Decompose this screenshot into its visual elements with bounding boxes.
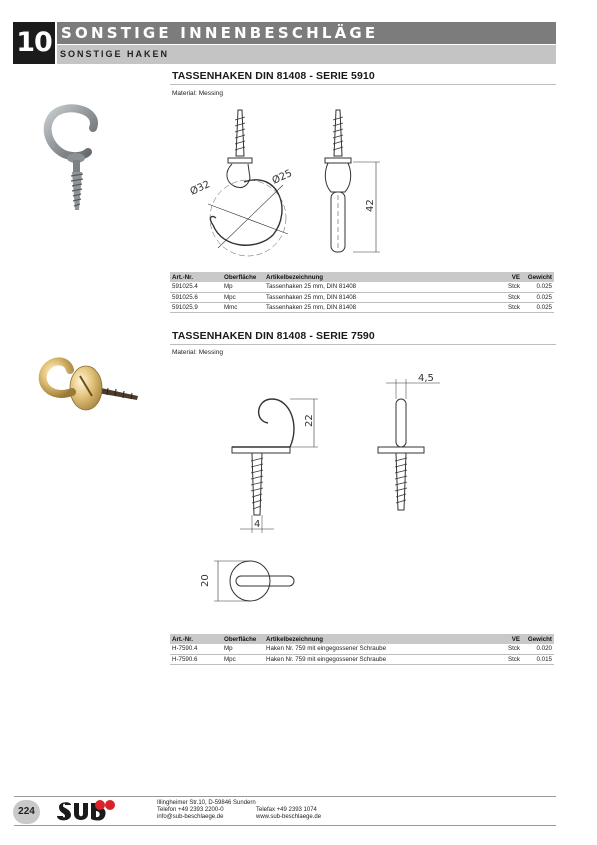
footer-fax: Telefax +49 2393 1074	[256, 807, 317, 813]
dim-d2: Ø25	[270, 168, 294, 187]
col-weight: Gewicht	[522, 634, 554, 644]
dim-d1: Ø32	[188, 179, 212, 198]
page-number: 224	[13, 800, 40, 824]
cup-hook-drawing	[178, 100, 388, 270]
chapter-number: 10	[13, 22, 55, 64]
cell-art-nr: 591025.9	[170, 302, 222, 312]
col-ve: VE	[492, 272, 522, 282]
brass-hook-photo	[30, 352, 142, 422]
section1-title: TASSENHAKEN DIN 81408 - SERIE 5910	[172, 70, 375, 82]
section2-rule	[170, 344, 556, 345]
section1-table	[170, 272, 554, 313]
col-surface: Oberfläche	[222, 634, 264, 644]
footer-address: Illingheimer Str.10, D-59846 Sundern	[157, 800, 256, 806]
section1-material: Material: Messing	[172, 90, 223, 97]
cell-art-nr: 591025.4	[170, 282, 222, 292]
cell-surface: Mp	[222, 282, 264, 292]
cell-ve: Stck	[492, 282, 522, 292]
col-surface: Oberfläche	[222, 272, 264, 282]
cell-weight: 0.020	[522, 644, 554, 654]
section1-rule	[170, 84, 556, 85]
cell-art-nr: H-7590.6	[170, 654, 222, 664]
cell-surface: Mpc	[222, 654, 264, 664]
brass-hook-drawing	[190, 365, 445, 625]
cell-description: Tassenhaken 25 mm, DIN 81408	[264, 302, 492, 312]
section2-material: Material: Messing	[172, 349, 223, 356]
section2-table	[170, 634, 554, 665]
cell-description: Haken Nr. 759 mit eingegossener Schraube	[264, 644, 492, 654]
chapter-subtitle: SONSTIGE HAKEN	[60, 49, 170, 59]
footer-bottom-rule	[14, 825, 556, 826]
col-description: Artikelbezeichnung	[264, 272, 492, 282]
table-row	[170, 654, 554, 664]
cell-weight: 0.025	[522, 292, 554, 302]
footer-website[interactable]: www.sub-beschlaege.de	[256, 814, 322, 820]
table-header-row	[170, 272, 554, 282]
cell-description: Tassenhaken 25 mm, DIN 81408	[264, 292, 492, 302]
cell-ve: Stck	[492, 644, 522, 654]
chapter-title-band	[57, 22, 556, 44]
dim-height: 22	[304, 414, 315, 427]
cell-description: Tassenhaken 25 mm, DIN 81408	[264, 282, 492, 292]
dim-screw: 4	[254, 519, 261, 530]
cup-hook-photo	[38, 100, 118, 215]
col-art-nr: Art.-Nr.	[170, 272, 222, 282]
footer-email[interactable]: info@sub-beschlaege.de	[157, 814, 224, 820]
table-row	[170, 282, 554, 292]
cell-surface: Mp	[222, 644, 264, 654]
cell-description: Haken Nr. 759 mit eingegossener Schraube	[264, 654, 492, 664]
cell-surface: Mpc	[222, 292, 264, 302]
dim-plate: 20	[200, 574, 211, 587]
dim-height: 42	[365, 199, 376, 212]
cell-art-nr: 591025.6	[170, 292, 222, 302]
section2-title: TASSENHAKEN DIN 81408 - SERIE 7590	[172, 330, 375, 342]
col-weight: Gewicht	[522, 272, 554, 282]
table-header-row	[170, 634, 554, 644]
cell-weight: 0.025	[522, 302, 554, 312]
cell-surface: Mmc	[222, 302, 264, 312]
cell-ve: Stck	[492, 654, 522, 664]
col-art-nr: Art.-Nr.	[170, 634, 222, 644]
cell-ve: Stck	[492, 302, 522, 312]
subtitle-band	[57, 45, 556, 64]
table-row	[170, 292, 554, 302]
table-row	[170, 644, 554, 654]
cell-art-nr: H-7590.4	[170, 644, 222, 654]
col-description: Artikelbezeichnung	[264, 634, 492, 644]
cell-weight: 0.025	[522, 282, 554, 292]
table-row	[170, 302, 554, 312]
cell-ve: Stck	[492, 292, 522, 302]
dim-top: 4,5	[418, 373, 434, 384]
sub-logo	[55, 797, 117, 825]
col-ve: VE	[492, 634, 522, 644]
footer-phone: Telefon +49 2393 2200-0	[157, 807, 224, 813]
cell-weight: 0.015	[522, 654, 554, 664]
chapter-title: SONSTIGE INNENBESCHLÄGE	[61, 24, 379, 42]
